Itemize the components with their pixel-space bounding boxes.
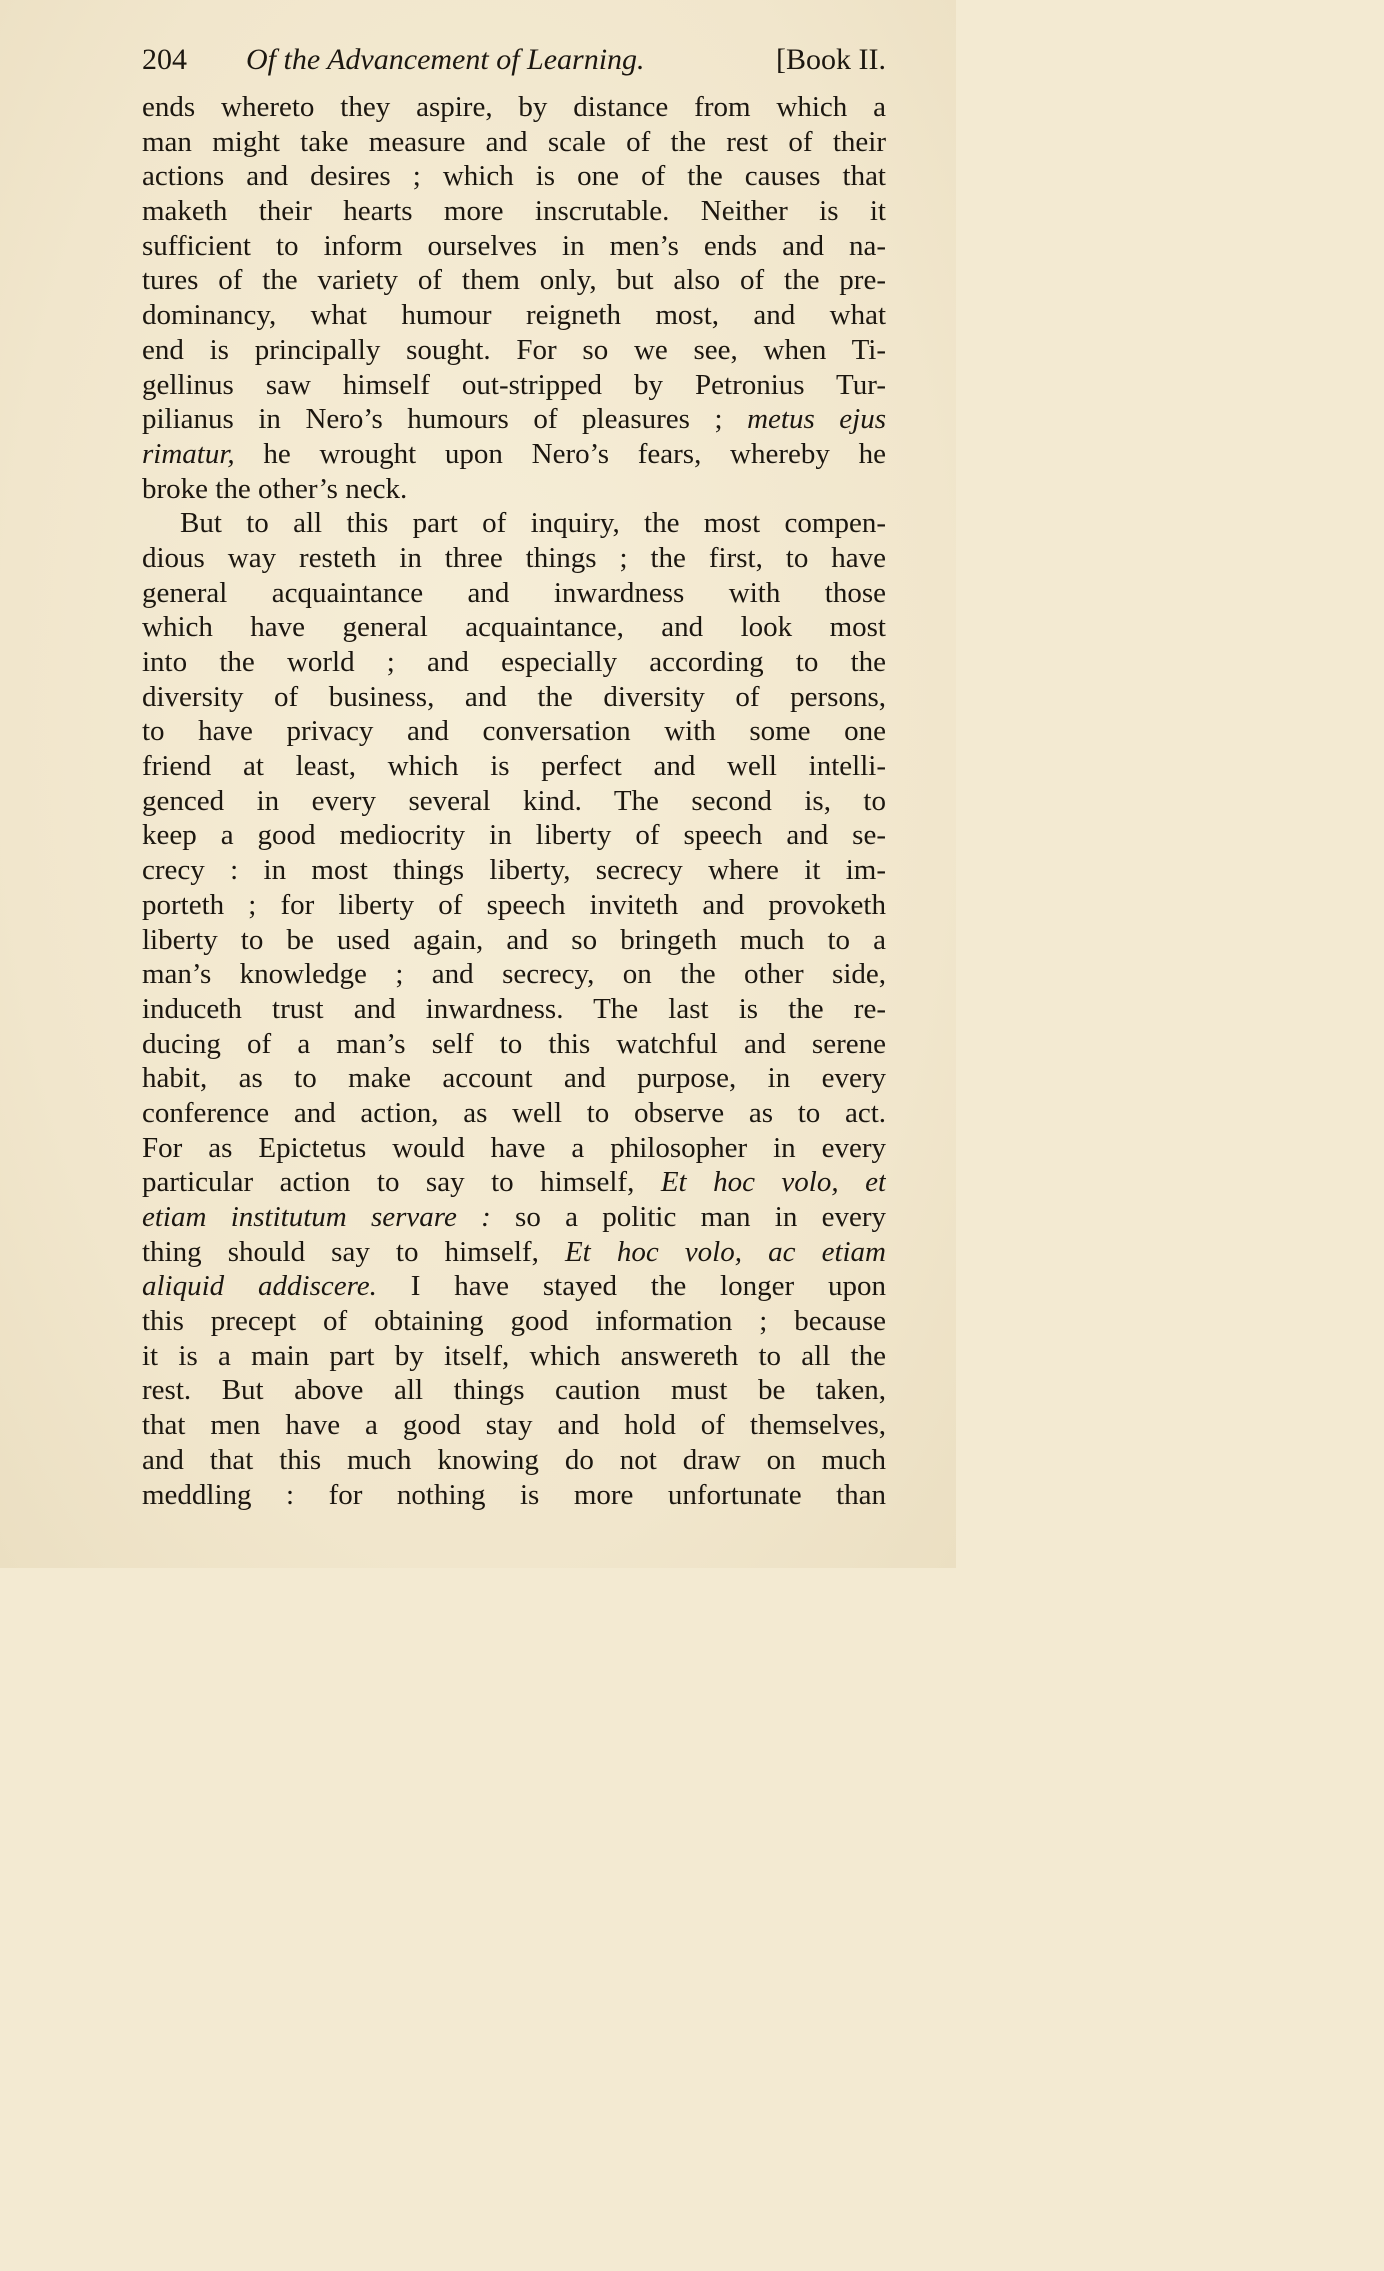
text-line <box>142 1200 886 1235</box>
text-line <box>142 1165 886 1200</box>
text-line: induceth trust and inwardness. The last is the re- <box>142 992 886 1025</box>
latin-phrase: etiam institutum servare : <box>142 1201 491 1233</box>
text-line: and that this much knowing do not draw on much <box>142 1443 886 1476</box>
text-line: man might take measure and scale of the rest of their <box>142 125 886 158</box>
latin-phrase: Et hoc volo, ac etiam <box>564 1235 886 1268</box>
text-line: meddling : for nothing is more unfortunate than <box>142 1478 886 1511</box>
text-line: general acquaintance and inwardness with those <box>142 576 886 609</box>
page-number: 204 <box>142 43 187 76</box>
text-line <box>142 1235 886 1270</box>
text-line: actions and desires ; which is one of the causes that <box>142 160 886 193</box>
text-line: For as Epictetus would have a philosopher in every <box>142 1131 886 1164</box>
text-line <box>142 437 886 472</box>
text-line: ends whereto they aspire, by distance from which a <box>142 91 886 123</box>
text-line: it is a main part by itself, which answereth to all the <box>142 1339 886 1372</box>
text-line <box>142 402 886 437</box>
text-line <box>142 1269 886 1304</box>
text-line: conference and action, as well to observe as to act. <box>142 1096 886 1129</box>
text-line: habit, as to make account and purpose, in every <box>142 1062 886 1095</box>
text-line: friend at least, which is perfect and well intelli- <box>142 750 886 783</box>
text-segment: he wrought upon Nero’s fears, whereby he <box>263 437 886 470</box>
text-line: maketh their hearts more inscrutable. Neither is it <box>142 195 886 228</box>
text-segment: so a politic man in every <box>515 1201 886 1233</box>
book-page <box>0 0 956 1568</box>
running-title: Of the Advancement of Learning. <box>246 43 645 76</box>
text-line: broke the other’s neck. <box>142 472 408 505</box>
text-line: tures of the variety of them only, but also of the pre- <box>142 264 886 297</box>
text-line: ducing of a man’s self to this watchful and serene <box>142 1027 886 1060</box>
text-segment: pilianus in Nero’s humours of pleasures ; <box>142 403 723 436</box>
latin-phrase: Et hoc volo, et <box>660 1166 886 1199</box>
book-label: [Book II. <box>776 43 886 76</box>
latin-phrase: aliquid addiscere. <box>142 1270 377 1303</box>
latin-phrase: metus ejus <box>747 403 886 436</box>
text-line: to have privacy and conversation with some one <box>142 715 886 748</box>
text-line: liberty to be used again, and so bringeth much to a <box>142 923 886 956</box>
page-header <box>142 36 886 84</box>
text-line: which have general acquaintance, and look most <box>142 611 886 644</box>
text-segment: particular action to say to himself, <box>142 1166 635 1199</box>
text-line: gellinus saw himself out-stripped by Petronius Tur- <box>142 368 886 401</box>
body-text <box>142 90 886 1512</box>
text-line: But to all this part of inquiry, the most compen- <box>180 507 886 540</box>
text-line: diversity of business, and the diversity of persons, <box>142 680 886 713</box>
text-line: into the world ; and especially according to the <box>142 646 886 678</box>
latin-phrase: rimatur, <box>142 437 235 470</box>
text-line: porteth ; for liberty of speech inviteth and provoketh <box>142 888 886 921</box>
text-line: that men have a good stay and hold of themselves, <box>142 1409 886 1442</box>
text-line: rest. But above all things caution must be taken, <box>142 1374 886 1407</box>
text-line: keep a good mediocrity in liberty of speech and se- <box>142 819 886 852</box>
text-line: sufficient to inform ourselves in men’s ends and na- <box>142 229 886 262</box>
text-line: dious way resteth in three things ; the first, to have <box>142 541 886 574</box>
text-line: this precept of obtaining good information ; because <box>142 1305 886 1338</box>
text-line: dominancy, what humour reigneth most, and what <box>142 299 886 332</box>
text-segment: I have stayed the longer upon <box>410 1270 886 1303</box>
text-line: genced in every several kind. The second is, to <box>142 784 886 817</box>
text-line: crecy : in most things liberty, secrecy where it im- <box>142 854 886 887</box>
text-line: man’s knowledge ; and secrecy, on the other side, <box>142 958 886 991</box>
text-segment: thing should say to himself, <box>142 1235 539 1268</box>
text-line: end is principally sought. For so we see, when Ti- <box>142 333 886 366</box>
